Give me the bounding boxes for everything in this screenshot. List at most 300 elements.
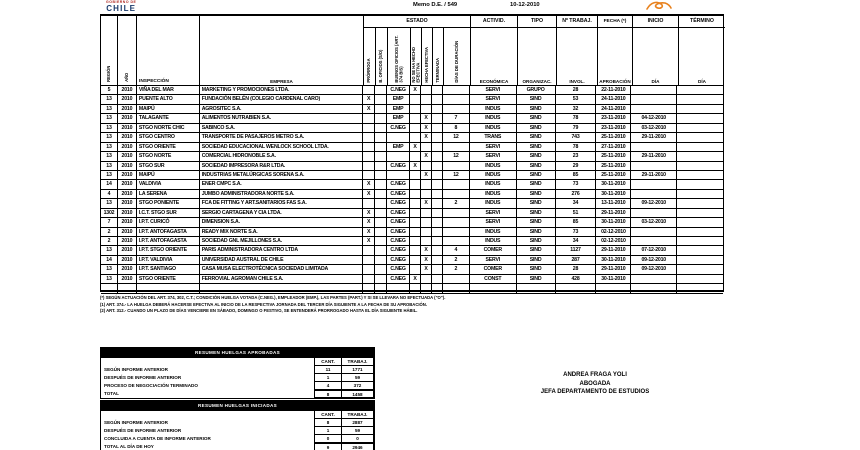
- cell-prorroga: X: [363, 95, 375, 103]
- cell-termino-dia: [677, 105, 723, 113]
- cell-prorroga: [363, 124, 375, 132]
- huelgas-table: [100, 14, 724, 292]
- cell-buenos-oficios: C.NEG: [387, 228, 410, 236]
- cell-terminada: [432, 133, 443, 141]
- cell-no-efectiva: [410, 218, 421, 226]
- cell-hecha-efectiva: X: [421, 133, 432, 141]
- cell-empresa: PARIS ADMINISTRADORA CENTRO LTDA: [200, 246, 363, 254]
- cell-aprobacion: 30-11-2010: [596, 275, 631, 283]
- cell-oficios-so: [375, 190, 387, 198]
- cell-organizac: SIND: [517, 218, 556, 226]
- cell-invol: 28: [556, 265, 597, 273]
- header-aprobacion-label: APROBACIÓN: [599, 79, 631, 84]
- summary-table-aprobadas: [100, 347, 375, 399]
- cell-inicio-dia: [631, 162, 677, 170]
- cell-invol: 34: [556, 237, 597, 245]
- cell-organizac: SIND: [517, 133, 556, 141]
- signature-department: JEFA DEPARTAMENTO DE ESTUDIOS: [540, 389, 650, 395]
- cell-prorroga: X: [363, 237, 375, 245]
- cell-invol: 73: [556, 228, 597, 236]
- cell-invol: 23: [556, 152, 597, 160]
- cell-invol: 79: [556, 124, 597, 132]
- summary-data-row: [101, 382, 374, 390]
- header-invol-label: INVOL.: [569, 79, 585, 84]
- header-estado-prorroga-label: PRÓRROGA: [366, 58, 372, 83]
- header-ano-label: AÑO: [123, 72, 129, 82]
- cell-buenos-oficios: [387, 171, 410, 179]
- cell-inicio-dia: 03-12-2010: [631, 218, 677, 226]
- header-tipo-label: TIPO: [518, 16, 556, 28]
- cell-region: 13: [101, 171, 118, 179]
- cell-inicio-dia: 07-12-2010: [631, 246, 677, 254]
- cell-aprobacion: 25-11-2010: [596, 171, 631, 179]
- cell-dias-duracion: 12: [443, 133, 470, 141]
- cell-inicio-dia: 04-12-2010: [631, 114, 677, 122]
- cell-invol: 53: [556, 95, 597, 103]
- cell-termino-dia: [677, 190, 723, 198]
- header-activid-label: ACTIVID.: [471, 16, 517, 28]
- header-ntrabaj-label: Nº TRABAJ.: [557, 16, 597, 28]
- cell-empresa: SABINCO S.A.: [200, 124, 363, 132]
- cell-ano: 2010: [118, 190, 137, 198]
- cell-buenos-oficios: C.NEG: [387, 275, 410, 283]
- cell-inspeccion: MAIPÚ: [137, 171, 200, 179]
- cell-oficios-so: [375, 124, 387, 132]
- cell-terminada: [432, 105, 443, 113]
- cell-oficios-so: [375, 265, 387, 273]
- cell-empresa: FCA DE FITTING Y ART.SANITARIOS FAS S.A.: [200, 199, 363, 207]
- cell-economica: SERVI: [470, 86, 517, 94]
- cell-organizac: SIND: [517, 95, 556, 103]
- summary-header-row: [101, 410, 374, 419]
- table-row: [101, 152, 723, 161]
- cell-ano: 2010: [118, 143, 137, 151]
- cell-ano: 2010: [118, 133, 137, 141]
- cell-buenos-oficios: C.NEG: [387, 190, 410, 198]
- cell-terminada: [432, 180, 443, 188]
- cell-no-efectiva: [410, 171, 421, 179]
- cell-hecha-efectiva: [421, 143, 432, 151]
- summary-trabaj-value: 59: [341, 374, 374, 382]
- cell-invol: 428: [556, 275, 597, 283]
- cell-prorroga: [363, 265, 375, 273]
- cell-inspeccion: STGO ORIENTE: [137, 143, 200, 151]
- header-termino: [679, 16, 725, 85]
- cell-organizac: [517, 284, 556, 292]
- header-estado-no-efectiva: [411, 27, 422, 85]
- cell-economica: INDUS: [470, 105, 517, 113]
- cell-organizac: SIND: [517, 152, 556, 160]
- summary-cant-value: 1: [314, 374, 341, 382]
- cell-hecha-efectiva: [421, 162, 432, 170]
- cell-dias-duracion: 12: [443, 171, 470, 179]
- cell-invol: 85: [556, 218, 597, 226]
- header-estado-buenos-oficios: [388, 27, 411, 85]
- cell-oficios-so: [375, 209, 387, 217]
- cell-termino-dia: [677, 86, 723, 94]
- cell-aprobacion: 29-11-2010: [596, 209, 631, 217]
- cell-no-efectiva: [410, 246, 421, 254]
- header-ano: [118, 16, 137, 85]
- cell-no-efectiva: [410, 133, 421, 141]
- cell-region: 13: [101, 246, 118, 254]
- cell-terminada: [432, 114, 443, 122]
- cell-termino-dia: [677, 199, 723, 207]
- cell-empresa: TRANSPORTE DE PASAJEROS METRO S.A.: [200, 133, 363, 141]
- cell-invol: 743: [556, 133, 597, 141]
- cell-inspeccion: I.C.T. STGO SUR: [137, 209, 200, 217]
- cell-terminada: [432, 199, 443, 207]
- cell-buenos-oficios: EMP: [387, 143, 410, 151]
- cell-region: 7: [101, 218, 118, 226]
- cell-empresa: SOCIEDAD GNL MEJILLONES S.A.: [200, 237, 363, 245]
- summary-data-row: [101, 419, 374, 427]
- summary-trabaj-value: 1771: [341, 366, 374, 374]
- cell-invol: 85: [556, 171, 597, 179]
- cell-economica: COMER: [470, 246, 517, 254]
- cell-organizac: SIND: [517, 246, 556, 254]
- cell-empresa: INDUSTRIAS METALÚRGICAS SORENA S.A.: [200, 171, 363, 179]
- cell-region: 2: [101, 228, 118, 236]
- cell-invol: 32: [556, 105, 597, 113]
- table-row: [101, 199, 723, 208]
- cell-buenos-oficios: [387, 284, 410, 292]
- cell-oficios-so: [375, 133, 387, 141]
- footnote-line: (1) ART. 374.- LA HUELGA DEBERÁ HACERSE EFECTIVA AL INICIO DE LA RESPECTIVA JORNADA DEL TERCER DÍA SIGUIENTE A LA FECHA DE SU APROBACIÓN.: [100, 301, 427, 307]
- footnote-line: (*) SEGÚN ACTUACIÓN DEL ART. 374, 302, C.T.; CONDICIÓN HUELGA VOTADA (C.NEG.), EMPLEADOR (EMP.), LAS PARTES (PART.) Y SI SE LLEVARA NO EFECTUADA ("O").: [100, 295, 446, 300]
- cell-inspeccion: STGO CENTRO: [137, 133, 200, 141]
- cell-ano: 2010: [118, 124, 137, 132]
- cell-organizac: SIND: [517, 237, 556, 245]
- cell-inspeccion: I.P.T. SANTIAGO: [137, 265, 200, 273]
- footnote-line: (2) ART. 312.- CUANDO UN PLAZO DE DÍAS VENCIERE EN SÁBADO, DOMINGO O FESTIVO, SE ENTENDERÁ PRORROGADO HASTA EL DÍA SIGUIENTE HÁBIL.: [100, 308, 418, 314]
- cell-dias-duracion: [443, 218, 470, 226]
- summary-header-row: [101, 357, 374, 366]
- summary-trabaj-value: 2946: [341, 443, 374, 450]
- cell-inicio-dia: 09-12-2010: [631, 199, 677, 207]
- cell-prorroga: X: [363, 218, 375, 226]
- cell-ano: 2010: [118, 209, 137, 217]
- cell-region: 13: [101, 124, 118, 132]
- cell-prorroga: [363, 246, 375, 254]
- cell-region: 13: [101, 143, 118, 151]
- cell-inicio-dia: [631, 275, 677, 283]
- cell-buenos-oficios: C.NEG: [387, 209, 410, 217]
- cell-region: 4: [101, 190, 118, 198]
- cell-no-efectiva: [410, 265, 421, 273]
- cell-ano: 2010: [118, 265, 137, 273]
- header-region-label: REGIÓN: [105, 65, 111, 82]
- cell-termino-dia: [677, 228, 723, 236]
- cell-hecha-efectiva: X: [421, 171, 432, 179]
- cell-empresa: SOCIEDAD EDUCACIONAL WENLOCK SCHOOL LTDA.: [200, 143, 363, 151]
- cell-inspeccion: STGO ORIENTE: [137, 275, 200, 283]
- cell-inicio-dia: [631, 190, 677, 198]
- cell-organizac: SIND: [517, 228, 556, 236]
- cell-region: [101, 284, 118, 292]
- cell-economica: INDUS: [470, 180, 517, 188]
- cell-terminada: [432, 86, 443, 94]
- cell-dias-duracion: [443, 180, 470, 188]
- cell-hecha-efectiva: X: [421, 199, 432, 207]
- cell-termino-dia: [677, 124, 723, 132]
- cell-no-efectiva: [410, 237, 421, 245]
- cell-inspeccion: VALDIVIA: [137, 180, 200, 188]
- cell-no-efectiva: [410, 124, 421, 132]
- cell-organizac: SIND: [517, 265, 556, 273]
- cell-aprobacion: 30-11-2010: [596, 256, 631, 264]
- cell-no-efectiva: X: [410, 143, 421, 151]
- cell-empresa: SERGIO CARTAGENA Y CIA LTDA.: [200, 209, 363, 217]
- cell-organizac: SIND: [517, 162, 556, 170]
- summary-aprobadas-grid: [101, 357, 374, 398]
- table-row: [101, 265, 723, 274]
- cell-empresa: FERROVIAL AGROMAN CHILE S.A.: [200, 275, 363, 283]
- header-inspeccion-label: INSPECCIÓN: [139, 79, 169, 84]
- cell-oficios-so: [375, 218, 387, 226]
- cell-aprobacion: 27-11-2010: [596, 143, 631, 151]
- cell-empresa: MARKETING Y PROMOCIONES LTDA.: [200, 86, 363, 94]
- cell-buenos-oficios: EMP: [387, 105, 410, 113]
- summary-row-label: TOTAL: [104, 391, 119, 396]
- cell-aprobacion: [596, 284, 631, 292]
- cell-inicio-dia: [631, 284, 677, 292]
- cell-inicio-dia: 03-12-2010: [631, 124, 677, 132]
- cell-aprobacion: 23-11-2010: [596, 114, 631, 122]
- cell-aprobacion: 02-12-2010: [596, 228, 631, 236]
- header-estado-terminada: [433, 27, 444, 85]
- cell-termino-dia: [677, 152, 723, 160]
- cell-ano: 2010: [118, 218, 137, 226]
- cell-inicio-dia: [631, 180, 677, 188]
- cell-oficios-so: [375, 143, 387, 151]
- header-inicio-label: INICIO: [633, 16, 678, 28]
- cell-economica: SERVI: [470, 95, 517, 103]
- header-ntrabaj: [557, 16, 598, 85]
- memo-label: Memo D.E. / 549: [413, 2, 458, 8]
- cell-termino-dia: [677, 256, 723, 264]
- cell-empresa: CASA MUSA ELECTROTÉCNICA SOCIEDAD LIMITADA: [200, 265, 363, 273]
- cell-hecha-efectiva: [421, 284, 432, 292]
- cell-terminada: [432, 246, 443, 254]
- cell-dias-duracion: [443, 105, 470, 113]
- cell-prorroga: X: [363, 209, 375, 217]
- header-estado-prorroga: [364, 27, 376, 85]
- summary-table-iniciadas: [100, 400, 375, 450]
- cell-termino-dia: [677, 218, 723, 226]
- cell-empresa: SOCIEDAD IMPRESORA R&R LTDA.: [200, 162, 363, 170]
- table-row: [101, 171, 723, 180]
- cell-prorroga: [363, 152, 375, 160]
- cell-dias-duracion: [443, 237, 470, 245]
- cell-empresa: FUNDACIÓN BELÉN (COLEGIO CARDENAL CARO): [200, 95, 363, 103]
- cell-organizac: SIND: [517, 199, 556, 207]
- cell-termino-dia: [677, 246, 723, 254]
- cell-terminada: [432, 237, 443, 245]
- cell-inicio-dia: 09-12-2010: [631, 265, 677, 273]
- cell-dias-duracion: [443, 86, 470, 94]
- cell-organizac: SIND: [517, 190, 556, 198]
- cell-no-efectiva: [410, 95, 421, 103]
- cell-region: 14: [101, 256, 118, 264]
- header-organizac-label: ORGANIZAC.: [522, 79, 552, 84]
- table-row: [101, 114, 723, 123]
- cell-empresa: ENER CMPC S.A.: [200, 180, 363, 188]
- summary-total-row: [101, 443, 374, 450]
- cell-prorroga: [363, 256, 375, 264]
- cell-no-efectiva: [410, 105, 421, 113]
- summary-row-label: PROCESO DE NEGOCIACIÓN TERMINADO: [104, 383, 198, 388]
- cell-economica: INDUS: [470, 228, 517, 236]
- cell-dias-duracion: 4: [443, 246, 470, 254]
- cell-invol: 28: [556, 86, 597, 94]
- cell-buenos-oficios: [387, 133, 410, 141]
- cell-inspeccion: [137, 284, 200, 292]
- table-row: [101, 284, 723, 293]
- cell-economica: SERVI: [470, 256, 517, 264]
- cell-buenos-oficios: C.NEG: [387, 237, 410, 245]
- header-estado-dias-duracion: [444, 27, 471, 85]
- summary-trabaj-value: 1458: [341, 390, 374, 398]
- cell-no-efectiva: [410, 180, 421, 188]
- cell-aprobacion: 25-11-2010: [596, 133, 631, 141]
- cell-economica: INDUS: [470, 162, 517, 170]
- cell-region: 13: [101, 95, 118, 103]
- cell-dias-duracion: 12: [443, 152, 470, 160]
- summary-iniciadas-grid: [101, 410, 374, 450]
- cell-buenos-oficios: C.NEG: [387, 124, 410, 132]
- summary-cant-value: 8: [314, 419, 341, 427]
- table-row: [101, 124, 723, 133]
- cell-inspeccion: STGO NORTE: [137, 152, 200, 160]
- header-activid: [471, 16, 518, 85]
- cell-dias-duracion: [443, 228, 470, 236]
- cell-organizac: SIND: [517, 124, 556, 132]
- cell-aprobacion: 25-11-2010: [596, 152, 631, 160]
- summary-data-row: [101, 374, 374, 382]
- cell-buenos-oficios: EMP: [387, 114, 410, 122]
- summary-trabaj-value: 59: [341, 427, 374, 435]
- cell-termino-dia: [677, 114, 723, 122]
- summary-total-row: [101, 390, 374, 398]
- cell-organizac: SIND: [517, 114, 556, 122]
- summary-aprobadas-title: RESUMEN HUELGAS APROBADAS: [101, 348, 374, 357]
- header-tipo: [518, 16, 557, 85]
- cell-organizac: SIND: [517, 143, 556, 151]
- cell-invol: 287: [556, 256, 597, 264]
- cell-region: 13: [101, 162, 118, 170]
- cell-inicio-dia: 29-11-2010: [631, 133, 677, 141]
- cell-aprobacion: 24-11-2010: [596, 105, 631, 113]
- cell-ano: [118, 284, 137, 292]
- table-row: [101, 86, 723, 95]
- table-row: [101, 256, 723, 265]
- cell-hecha-efectiva: X: [421, 246, 432, 254]
- cell-oficios-so: [375, 105, 387, 113]
- cell-region: 13: [101, 265, 118, 273]
- cell-empresa: COMERCIAL HIDRONOBLE S.A.: [200, 152, 363, 160]
- summary-cant-value: 8: [314, 390, 341, 398]
- cell-prorroga: [363, 114, 375, 122]
- cell-economica: TRANS: [470, 133, 517, 141]
- cell-economica: SERVI: [470, 152, 517, 160]
- cell-ano: 2010: [118, 237, 137, 245]
- cell-dias-duracion: [443, 143, 470, 151]
- cell-hecha-efectiva: [421, 105, 432, 113]
- cell-aprobacion: 13-11-2010: [596, 199, 631, 207]
- cell-terminada: [432, 265, 443, 273]
- cell-hecha-efectiva: [421, 180, 432, 188]
- table-row: [101, 133, 723, 142]
- header-estado-hecha-efectiva: [422, 27, 433, 85]
- summary-row-label: DESPUÉS DE INFORME ANTERIOR: [104, 428, 182, 433]
- header-estado-no-efectiva-label: NO SE HA HECHO EFECTIVA: [411, 47, 420, 83]
- cell-empresa: [200, 284, 363, 292]
- cell-economica: INDUS: [470, 171, 517, 179]
- summary-cant-value: 0: [314, 435, 341, 443]
- cell-no-efectiva: [410, 209, 421, 217]
- table-row: [101, 237, 723, 246]
- cell-invol: 276: [556, 190, 597, 198]
- header-economica-label: ECONÓMICA: [479, 79, 509, 84]
- cell-no-efectiva: [410, 199, 421, 207]
- cell-economica: SERVI: [470, 218, 517, 226]
- cell-prorroga: [363, 133, 375, 141]
- cell-prorroga: [363, 171, 375, 179]
- cell-ano: 2010: [118, 275, 137, 283]
- cell-termino-dia: [677, 237, 723, 245]
- cell-organizac: SIND: [517, 209, 556, 217]
- cell-prorroga: [363, 86, 375, 94]
- cell-dias-duracion: 2: [443, 199, 470, 207]
- cell-region: 13: [101, 105, 118, 113]
- cell-dias-duracion: 7: [443, 114, 470, 122]
- cell-terminada: [432, 256, 443, 264]
- cell-inicio-dia: 09-12-2010: [631, 256, 677, 264]
- summary-cant-value: CANT.: [314, 358, 341, 366]
- cell-inspeccion: I.P.T. ANTOFAGASTA: [137, 237, 200, 245]
- cell-oficios-so: [375, 284, 387, 292]
- cell-termino-dia: [677, 95, 723, 103]
- summary-cant-value: 4: [314, 382, 341, 390]
- cell-dias-duracion: [443, 162, 470, 170]
- header-estado-dias-duracion-label: DÍAS DE DURACIÓN: [453, 40, 459, 83]
- signature-block: [480, 371, 710, 397]
- header-estado-terminada-label: TERMINADA: [434, 58, 440, 83]
- cell-buenos-oficios: EMP: [387, 95, 410, 103]
- cell-buenos-oficios: [387, 152, 410, 160]
- cell-termino-dia: [677, 284, 723, 292]
- header-inicio: [633, 16, 679, 85]
- table-row: [101, 190, 723, 199]
- summary-trabaj-value: 372: [341, 382, 374, 390]
- header-empresa-label: EMPRESA: [270, 79, 293, 84]
- cell-inicio-dia: [631, 143, 677, 151]
- cell-buenos-oficios: C.NEG: [387, 256, 410, 264]
- memo-date: 10-12-2010: [510, 2, 540, 8]
- cell-terminada: [432, 152, 443, 160]
- cell-terminada: [432, 124, 443, 132]
- cell-buenos-oficios: C.NEG: [387, 180, 410, 188]
- header-inspeccion: [137, 16, 200, 85]
- cell-terminada: [432, 162, 443, 170]
- cell-ano: 2010: [118, 162, 137, 170]
- cell-organizac: SIND: [517, 275, 556, 283]
- cell-termino-dia: [677, 133, 723, 141]
- cell-ano: 2010: [118, 171, 137, 179]
- cell-ano: 2010: [118, 199, 137, 207]
- cell-termino-dia: [677, 162, 723, 170]
